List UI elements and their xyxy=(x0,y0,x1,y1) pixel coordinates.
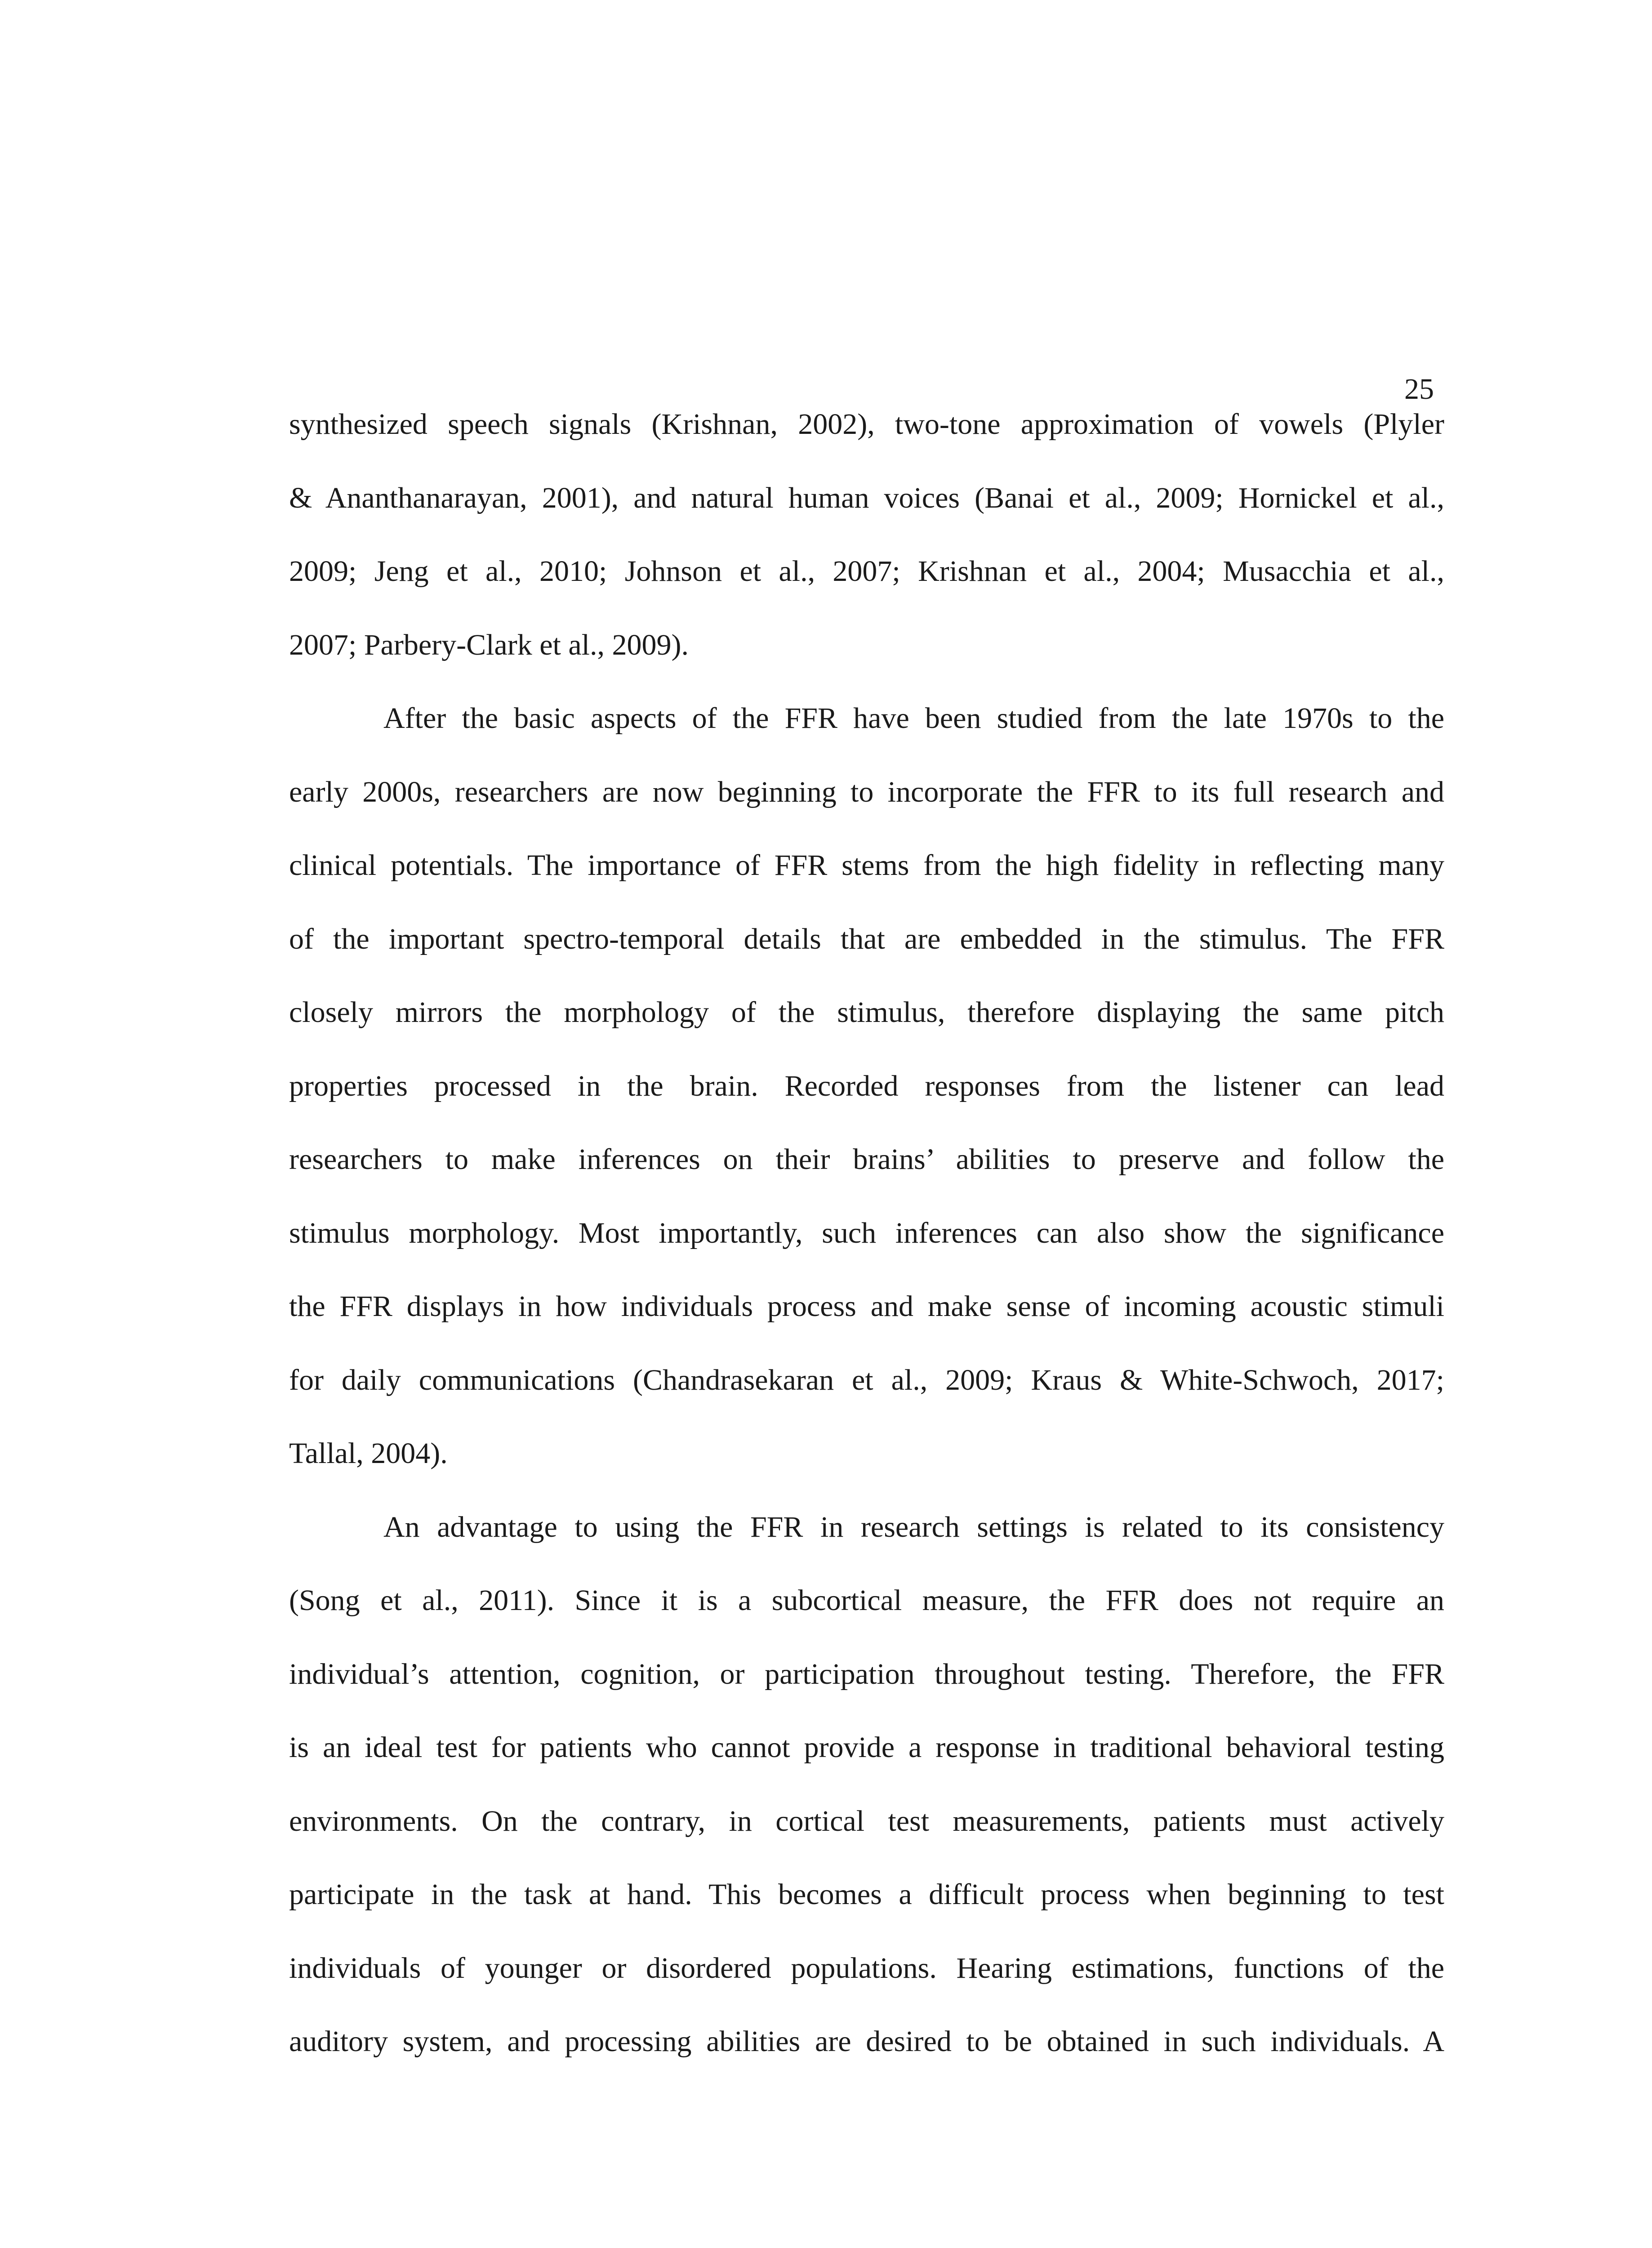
text-line: An advantage to using the FFR in research settings is related to its consistency xyxy=(383,1510,1444,1543)
text-line: (Song et al., 2011). Since it is a subcortical measure, the FFR does not require an xyxy=(289,1584,1444,1617)
text-line: the FFR displays in how individuals process and make sense of incoming acoustic stimuli xyxy=(289,1290,1444,1323)
text-line: of the important spectro-temporal details that are embedded in the stimulus. The FFR xyxy=(289,922,1444,955)
text-line: closely mirrors the morphology of the stimulus, therefore displaying the same pitch xyxy=(289,996,1444,1029)
text-line: 2009; Jeng et al., 2010; Johnson et al., 2007; Krishnan et al., 2004; Musacchia et al., xyxy=(289,555,1444,588)
page-number: 25 xyxy=(1404,373,1434,406)
text-line: 2007; Parbery-Clark et al., 2009). xyxy=(289,628,689,661)
text-line: participate in the task at hand. This becomes a difficult process when beginning to test xyxy=(289,1878,1444,1911)
text-line: & Ananthanarayan, 2001), and natural human voices (Banai et al., 2009; Hornickel et al., xyxy=(289,481,1444,514)
text-line: After the basic aspects of the FFR have been studied from the late 1970s to the xyxy=(383,702,1444,735)
text-line: is an ideal test for patients who cannot provide a response in traditional behavioral testing xyxy=(289,1731,1444,1764)
text-line: synthesized speech signals (Krishnan, 2002), two-tone approximation of vowels (Plyler xyxy=(289,408,1444,441)
text-line: Tallal, 2004). xyxy=(289,1437,448,1470)
text-line: clinical potentials. The importance of FFR stems from the high fidelity in reflecting many xyxy=(289,849,1444,882)
text-line: individuals of younger or disordered populations. Hearing estimations, functions of the xyxy=(289,1951,1444,1985)
body-text xyxy=(289,406,1444,2097)
text-line: for daily communications (Chandrasekaran et al., 2009; Kraus & White-Schwoch, 2017; xyxy=(289,1363,1444,1396)
text-line: auditory system, and processing abilities are desired to be obtained in such individuals. A xyxy=(289,2025,1444,2058)
text-line: stimulus morphology. Most importantly, such inferences can also show the significance xyxy=(289,1216,1444,1249)
text-line: environments. On the contrary, in cortical test measurements, patients must actively xyxy=(289,1804,1444,1838)
text-line: properties processed in the brain. Recorded responses from the listener can lead xyxy=(289,1069,1444,1102)
text-line: individual’s attention, cognition, or participation throughout testing. Therefore, the FFR xyxy=(289,1657,1444,1690)
text-line: early 2000s, researchers are now beginning to incorporate the FFR to its full research and xyxy=(289,775,1444,808)
text-line: researchers to make inferences on their brains’ abilities to preserve and follow the xyxy=(289,1143,1444,1176)
